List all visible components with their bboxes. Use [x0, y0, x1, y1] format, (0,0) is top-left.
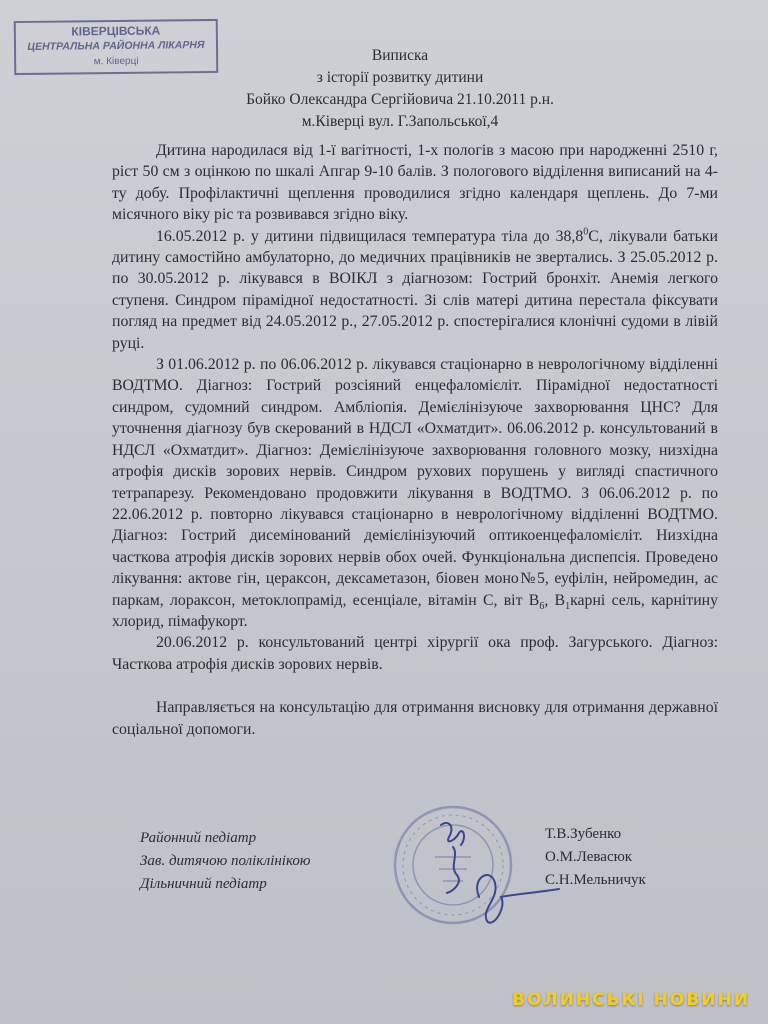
degree-mark: 0: [583, 226, 589, 238]
document-title: Виписка: [371, 47, 429, 64]
name-melnychuk: С.Н.Мельничук: [545, 872, 646, 888]
paragraph-illness-start: 16.05.2012 р. у дитини підвищилася температура тіла до 38,8: [156, 227, 584, 245]
signatory-titles: [140, 827, 311, 896]
round-seal-and-signatures: [383, 797, 563, 937]
name-levasiuk: О.М.Левасюк: [545, 849, 633, 865]
paragraph-illness-rest: С, лікували батьки дитину самостійно амбулаторно, до медичних працівників не звертались. З 25.05.2012 р. по 30.05.2012 р. лікувався в ВОІКЛ з діагнозом: Гострий бронхіт. Анемія легкого ступеня. Синдром пірамідної недостатності. Зі слів матері дитина перестала фіксувати погляд на предмет від 24.05.2012 р., 27.05.2012 р. спостерігалися клонічні судоми в лівій руці.: [112, 227, 718, 352]
title-head-clinic: Зав. дитячою поліклінікою: [140, 853, 311, 869]
paragraph-treatment: [112, 354, 718, 632]
handwritten-signature-icon: [441, 823, 559, 923]
vitamin-subscript-1: 6: [539, 600, 545, 612]
paragraph-consultation: 20.06.2012 р. консультований центрі хірургії ока проф. Загурського. Діагноз: Часткова атрофія дисків зорових нервів.: [112, 634, 718, 673]
patient-address: м.Ківерці вул. Г.Запольської,4: [301, 113, 499, 130]
paragraph-treatment-end: карні сель, карнітину хлорид, пімафукорт.: [112, 591, 718, 630]
title-local-pediatrician: Дільничний педіатр: [140, 876, 267, 892]
paragraph-treatment-mid: , В: [544, 591, 566, 609]
stamp-line-1: КІВЕРЦІВСЬКА: [71, 23, 161, 39]
document-body: [112, 140, 718, 740]
patient-name: Бойко Олександра Сергійовича 21.10.2011 р.н.: [246, 91, 554, 108]
watermark-brand: ВОЛИНСЬКІ НОВИНИ: [512, 990, 750, 1010]
stamp-line-2: ЦЕНТРАЛЬНА РАЙОННА ЛІКАРНЯ: [27, 39, 205, 53]
document-header: [150, 45, 650, 133]
title-district-pediatrician: Районний педіатр: [140, 830, 257, 846]
paragraph-illness: [112, 226, 718, 354]
paragraph-birth: Дитина народилася від 1-ї вагітності, 1-х пологів з масою при народженні 2510 г, ріст 50 см з оцінкою по шкалі Апгар 9-10 балів. З пологового відділення виписаний на 4-ту добу. Профілактичні щеплення проводилися згідно календаря щеплень. До 7-ми місячного віку ріс та розвивався згідно віку.: [112, 142, 718, 224]
document-subtitle: з історії розвитку дитини: [316, 69, 484, 86]
paragraph-referral: Направляється на консультацію для отримання висновку для отримання державної соціальної допомоги.: [112, 699, 718, 738]
stamp-line-3: м. Ківерці: [93, 55, 139, 68]
vitamin-subscript-2: 1: [565, 600, 571, 612]
name-zubenko: Т.В.Зубенко: [545, 826, 622, 842]
paragraph-treatment-main: З 01.06.2012 р. по 06.06.2012 р. лікувався стаціонарно в неврологічному відділенні ВОДТМО. Діагноз: Гострий розсіяний енцефаломієліт. Пірамідної недостатності синдром, судомний синдром. Амбліопія. Демієлінізуюче захворювання ЦНС? Для уточнення діагнозу був скерований в НДСЛ «Охматдит». 06.06.2012 р. консультований в НДСЛ «Охматдит». Діагноз: Демієлінізуюче захворювання головного мозку, низхідна атрофія дисків зорових нервів. Синдром рухових порушень у вигляді спастичного тетрапарезу. Рекомендовано продовжити лікування в ВОДТМО. З 06.06.2012 р. по 22.06.2012 р. повторно лікувався стаціонарно в неврологічному відділенні ВОДТМО. Діагноз: Гострий дисемінований демієлінізуючий оптикоенцефаломієліт. Низхідна часткова атрофія дисків зорових нервів обох очей. Функціональна диспепсія. Проведено лікування: актове гін, цераксон, дексаметазон, біовен моно№5, еуфілін, нейромедин, ас паркам, лораксон, метоклопрамід, есенціале, вітамін С, віт В: [112, 356, 718, 609]
